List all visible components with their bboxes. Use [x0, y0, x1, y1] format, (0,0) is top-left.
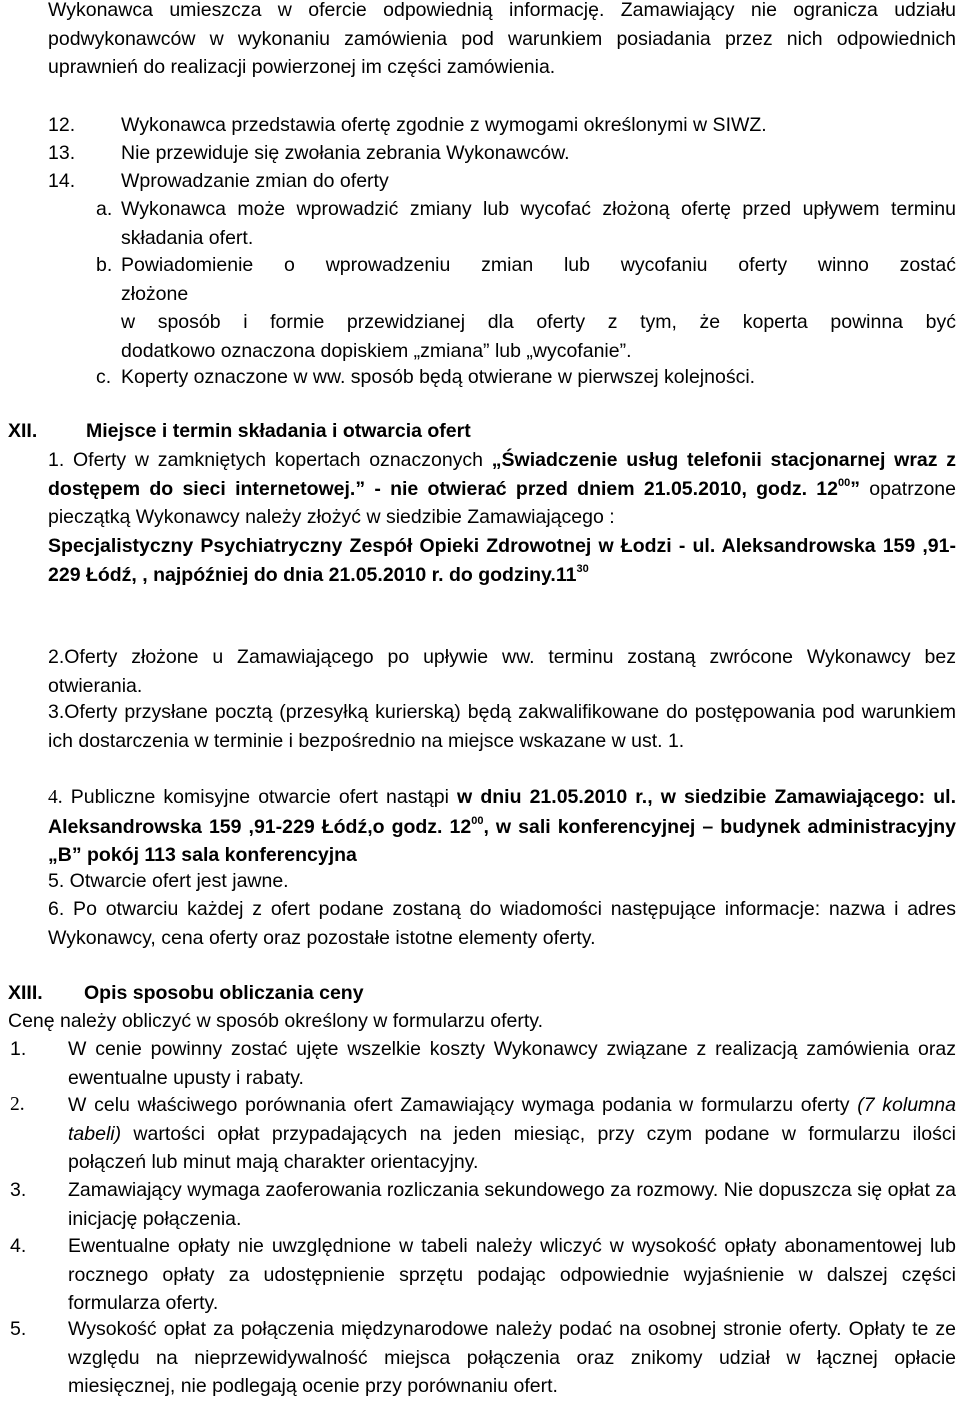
sub-item-b: [96, 251, 956, 366]
item-text-post: wartości opłat przypadających na jeden miesiąc, przy czym podane w formularzu ilości połączeń lub minut mają charakter orientacyjny.: [68, 1122, 956, 1174]
sub-item-b-line2: złożone: [121, 282, 189, 305]
section-xii-paragraph-6: 6. Po otwarciu każdej z ofert podane zostaną do wiadomości następujące informacje: nazwa i adres Wykonawcy, cena oferty oraz pozostałe istotne elementy oferty.: [48, 898, 956, 949]
list-item-13: [48, 139, 570, 168]
sub-item-letter: b.: [96, 254, 113, 276]
sub-item-b-line1: Powiadomienie o wprowadzeniu zmian lub wycofaniu oferty winno zostać: [121, 254, 956, 276]
item-number: 2.: [10, 1094, 25, 1115]
p1-minute: 00: [838, 476, 851, 489]
sub-item-b-line4: dodatkowo oznaczona dopiskiem „zmiana” lub „wycofanie”.: [121, 340, 632, 363]
p1-quote: ”: [850, 477, 860, 500]
sub-item-b-line3: w sposób i formie przewidzianej dla oferty z tym, że koperta powinna być: [121, 311, 956, 334]
item-number: 5.: [10, 1318, 27, 1340]
item-text-pre: W celu właściwego porównania ofert Zamawiający wymaga podania w formularzu oferty: [68, 1094, 858, 1116]
p4-bold-1: w dniu 21.05.2010 r., w siedzibie Zamawiającego: ul. Aleksandrowska 159 ,91-229 Łódź,o godz. 12: [48, 786, 956, 838]
item-text: Wykonawca przedstawia ofertę zgodnie z wymogami określonymi w SIWZ.: [121, 114, 767, 136]
item-text: Nie przewiduje się zwołania zebrania Wykonawców.: [121, 142, 570, 164]
p1-bold-title: „Świadczenie usług telefonii stacjonarnej wraz z dostępem do sieci internetowej.” - nie otwierać przed dniem 21.05.2010, godz.: [48, 449, 957, 500]
p1-address: Specjalistyczny Psychiatryczny Zespół Opieki Zdrowotnej w Łodzi - ul. Aleksandrowska 159 ,91-229 Łódź, , najpóźniej do dnia 21.05.2010 r. do godziny.11: [48, 535, 956, 586]
section-number: XIII.: [8, 982, 43, 1004]
list-item-14: [48, 167, 389, 196]
price-item-3: [10, 1176, 956, 1233]
p4-bold-2: , w sali konferencyjnej – budynek administracyjny „B” pokój 113 sala konferencyjna: [48, 815, 956, 867]
item-text: Wysokość opłat za połączenia międzynarodowe należy podać na osobnej stronie oferty. Opłaty te ze względu na nieprzewidywalność miejsca połączenia oraz znikomy udział w łącznej opłacie miesięcznej, nie podlegają ocenie przy porównaniu ofert.: [68, 1318, 956, 1398]
item-text: W cenie powinny zostać ujęte wszelkie koszty Wykonawcy związane z realizacją zamówienia oraz ewentualne upusty i rabaty.: [68, 1038, 956, 1089]
section-xii-heading: [8, 417, 471, 446]
sub-item-text: Wykonawca może wprowadzić zmiany lub wycofać złożoną ofertę przed upływem terminu składania ofert.: [121, 198, 956, 249]
sub-item-c: [96, 363, 755, 392]
item-text: [68, 1091, 956, 1177]
section-xiii-heading: [8, 979, 364, 1008]
item-text-italic: (7 kolumna tabeli): [68, 1094, 956, 1145]
p1-address-minute: 30: [576, 562, 589, 575]
item-number: 14.: [48, 170, 76, 192]
section-xiii-lead: Cenę należy obliczyć w sposób określony w formularzu oferty.: [8, 1010, 544, 1032]
item-text: Zamawiający wymaga zaoferowania rozliczania sekundowego za rozmowy. Nie dopuszcza się opłat za inicjację połączenia.: [68, 1179, 956, 1230]
section-xii-paragraph-3: 3.Oferty przysłane pocztą (przesyłką kurierską) będą zakwalifikowane do postępowania pod warunkiem ich dostarczenia w terminie i bezpośrednio na miejsce wskazane w ust. 1.: [48, 701, 956, 752]
sub-item-text: [121, 251, 956, 366]
price-item-1: [10, 1035, 956, 1092]
p4-number: 4.: [48, 787, 63, 808]
price-item-5: [10, 1315, 956, 1401]
p4-text: Publiczne komisyjne otwarcie ofert nastąpi: [62, 786, 458, 808]
section-title: Opis sposobu obliczania ceny: [84, 982, 364, 1004]
item-number: 13.: [48, 142, 76, 164]
section-xii-paragraph-2: 2.Oferty złożone u Zamawiającego po upływie ww. terminu zostaną zwrócone Wykonawcy bez otwierania.: [48, 646, 956, 697]
section-xii-paragraph-5: 5. Otwarcie ofert jest jawne.: [48, 870, 289, 892]
section-number: XII.: [8, 420, 38, 442]
sub-item-text: Koperty oznaczone w ww. sposób będą otwierane w pierwszej kolejności.: [121, 366, 756, 388]
sub-item-letter: a.: [96, 198, 113, 220]
sub-item-letter: c.: [96, 366, 112, 388]
p1-prefix: 1. Oferty w zamkniętych kopertach oznaczonych: [48, 449, 492, 471]
item-number: 12.: [48, 114, 76, 136]
item-number: 1.: [10, 1038, 27, 1060]
item-text: Wprowadzanie zmian do oferty: [121, 170, 389, 192]
item-number: 4.: [10, 1235, 27, 1257]
section-xii-paragraph-1: [48, 446, 956, 590]
p1-mid: opatrzone pieczątką Wykonawcy należy złożyć w siedzibie Zamawiającego :: [48, 477, 956, 529]
sub-item-a: [96, 195, 956, 252]
item-number: 3.: [10, 1179, 27, 1201]
price-item-4: [10, 1232, 956, 1318]
p4-minute: 00: [471, 814, 484, 827]
section-xii-paragraph-4: [48, 783, 956, 870]
p1-hour: 12: [816, 477, 838, 500]
list-item-12: [48, 111, 767, 140]
intro-paragraph: Wykonawca umieszcza w ofercie odpowiednią informację. Zamawiający nie ogranicza udziału podwykonawców w wykonaniu zamówienia pod warunkiem posiadania przez nich odpowiednich uprawnień do realizacji powierzonej im części zamówienia.: [48, 0, 956, 79]
section-title: Miejsce i termin składania i otwarcia ofert: [86, 420, 471, 442]
item-text: Ewentualne opłaty nie uwzględnione w tabeli należy wliczyć w wysokość opłaty abonamentowej lub rocznego opłaty za udostępnienie sprzętu podając odpowiednie wyjaśnienie w dalszej części formularza oferty.: [68, 1235, 956, 1315]
price-item-2: [10, 1091, 956, 1177]
